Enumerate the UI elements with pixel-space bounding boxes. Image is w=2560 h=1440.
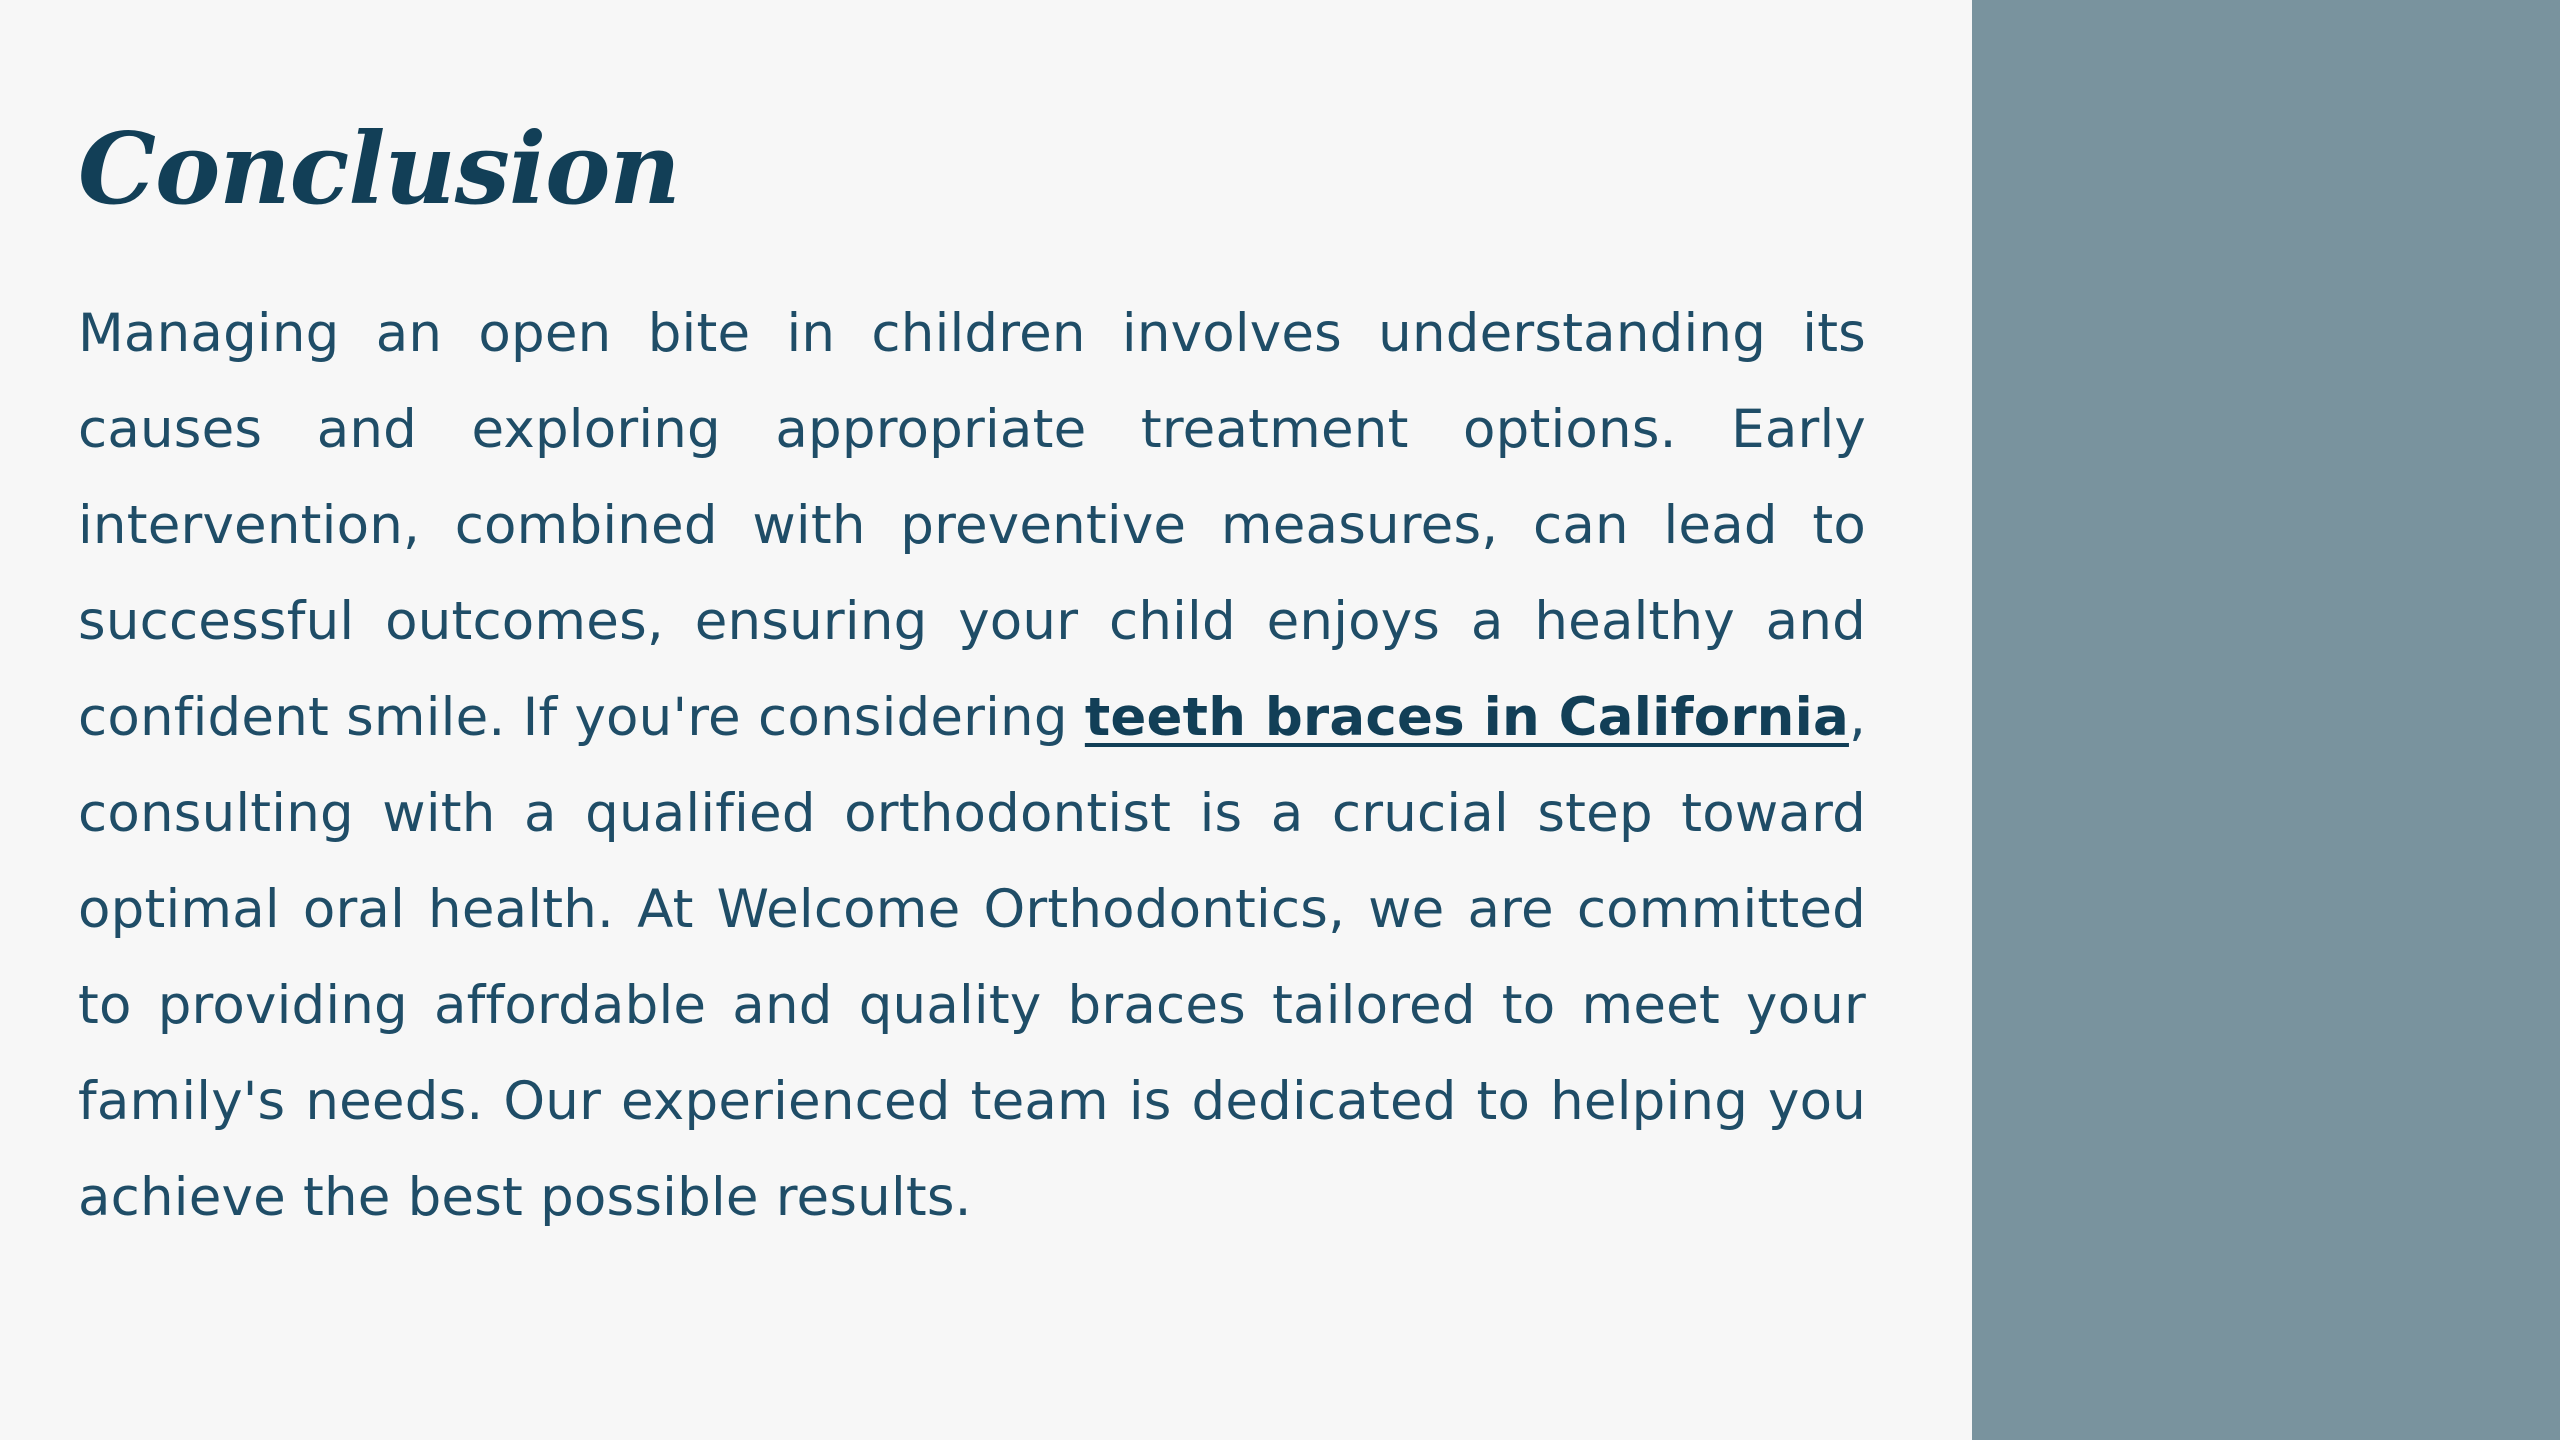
- conclusion-content: [78, 95, 1866, 1246]
- paragraph-text-after-link: , consulting with a qualified orthodontist is a crucial step toward optimal oral health. At Welcome Orthodontics, we are committed to providing affordable and quality braces tailored to meet your family's needs. Our experienced team is dedicated to helping you achieve the best possible results.: [78, 687, 1867, 1228]
- paragraph-text-before-link: Managing an open bite in children involves understanding its causes and exploring appropriate treatment options. Early intervention, combined with preventive measures, can lead to successful outcomes, ensuring your child enjoys a healthy and confident smile. If you're considering: [78, 303, 1866, 748]
- page-title: Conclusion: [78, 112, 680, 227]
- conclusion-paragraph: [78, 286, 1866, 1246]
- teeth-braces-california-link[interactable]: teeth braces in California: [1084, 687, 1849, 748]
- side-color-panel: [1972, 0, 2560, 1440]
